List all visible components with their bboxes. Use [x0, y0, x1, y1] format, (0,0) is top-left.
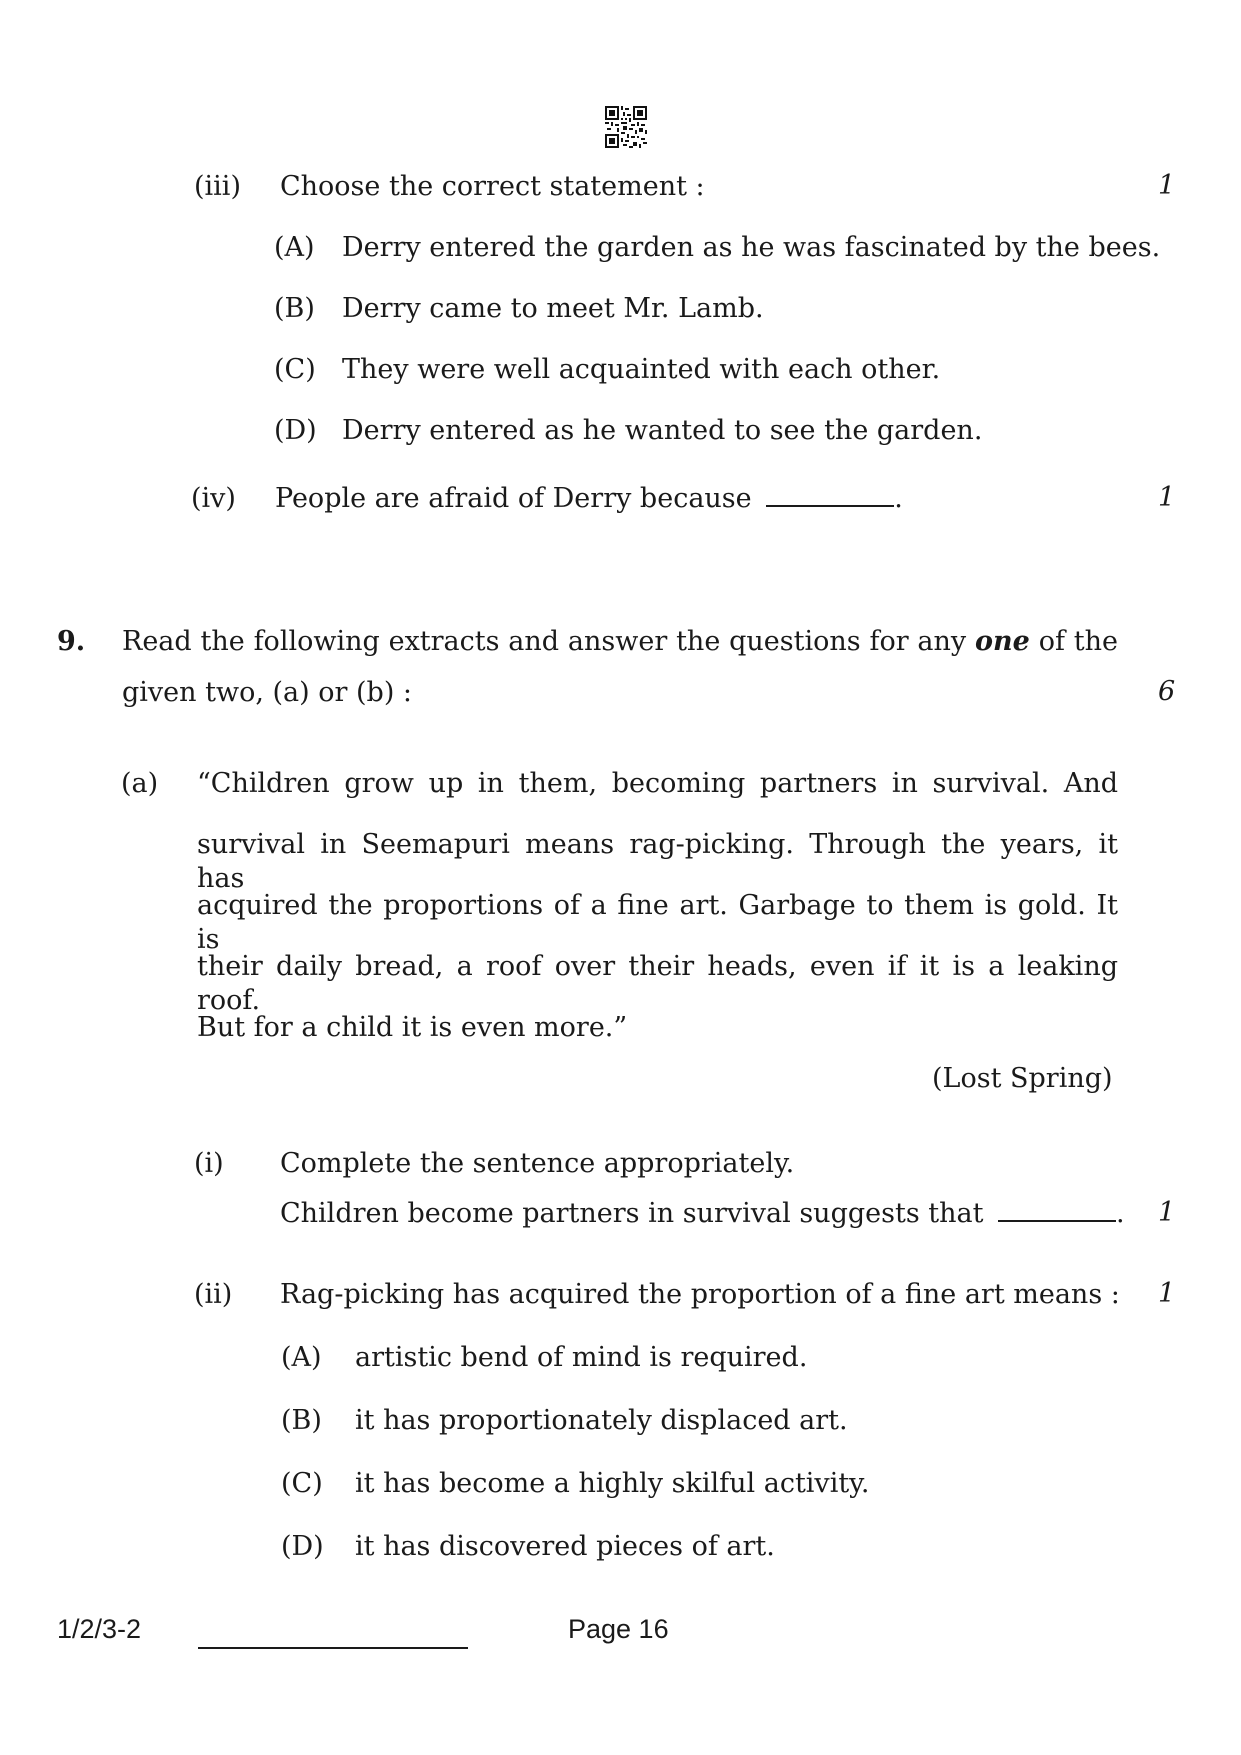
qr-code-icon: [605, 106, 647, 148]
marks-value: 6: [1158, 676, 1176, 707]
question-number: 9.: [57, 626, 86, 657]
page-number: Page 16: [568, 1614, 669, 1644]
part-label: (a): [121, 768, 159, 799]
fill-in-question: [275, 482, 903, 516]
option-label: (A): [274, 232, 315, 263]
marks-value: 1: [1158, 1278, 1176, 1309]
footer-divider: [198, 1647, 468, 1649]
marks-value: 1: [1158, 1197, 1176, 1228]
question-number: (ii): [194, 1279, 233, 1310]
extract-line: their daily bread, a roof over their heads, even if it is a leaking roof.: [197, 951, 1118, 1016]
question-instruction-line: [122, 625, 1118, 659]
option-label: (C): [281, 1468, 323, 1499]
emphasis-text: one: [975, 626, 1030, 657]
sentence-end: .: [1116, 1198, 1125, 1229]
question-stem: Complete the sentence appropriately.: [280, 1148, 795, 1179]
option-label: (D): [274, 415, 317, 446]
answer-blank: [998, 1200, 1116, 1222]
extract-line: survival in Seemapuri means rag-picking. Through the years, it has: [197, 829, 1118, 894]
option-text: They were well acquainted with each other.: [342, 354, 941, 385]
option-text: artistic bend of mind is required.: [355, 1342, 808, 1373]
option-text: it has discovered pieces of art.: [355, 1531, 775, 1562]
option-text: it has proportionately displaced art.: [355, 1405, 848, 1436]
question-number: (iv): [191, 483, 236, 514]
answer-blank: [766, 485, 894, 507]
marks-value: 1: [1158, 170, 1176, 201]
option-text: Derry entered the garden as he was fascinated by the bees.: [342, 232, 1161, 263]
question-number: (iii): [194, 171, 241, 202]
fill-in-question: [280, 1197, 1125, 1231]
extract-line: But for a child it is even more.”: [197, 1012, 628, 1043]
option-label: (B): [274, 293, 315, 324]
instruction-text: of the: [1038, 626, 1118, 657]
option-text: it has become a highly skilful activity.: [355, 1468, 870, 1499]
question-stem: People are afraid of Derry because: [275, 483, 752, 514]
option-label: (D): [281, 1531, 324, 1562]
question-instruction-line: given two, (a) or (b) :: [122, 677, 413, 708]
marks-value: 1: [1158, 482, 1176, 513]
question-stem: Children become partners in survival suggests that: [280, 1198, 984, 1229]
question-stem: Rag-picking has acquired the proportion of a fine art means :: [280, 1279, 1120, 1310]
question-stem: Choose the correct statement :: [280, 171, 705, 202]
option-text: Derry came to meet Mr. Lamb.: [342, 293, 764, 324]
option-text: Derry entered as he wanted to see the garden.: [342, 415, 983, 446]
option-label: (B): [281, 1405, 322, 1436]
extract-line: acquired the proportions of a fine art. Garbage to them is gold. It is: [197, 890, 1118, 955]
option-label: (C): [274, 354, 316, 385]
question-number: (i): [194, 1148, 224, 1179]
option-label: (A): [281, 1342, 322, 1373]
instruction-text: Read the following extracts and answer the questions for any: [122, 626, 967, 657]
extract-line: “Children grow up in them, becoming partners in survival. And: [197, 768, 1118, 799]
sentence-end: .: [894, 483, 903, 514]
paper-code: 1/2/3-2: [57, 1614, 142, 1644]
extract-source: (Lost Spring): [932, 1063, 1113, 1094]
